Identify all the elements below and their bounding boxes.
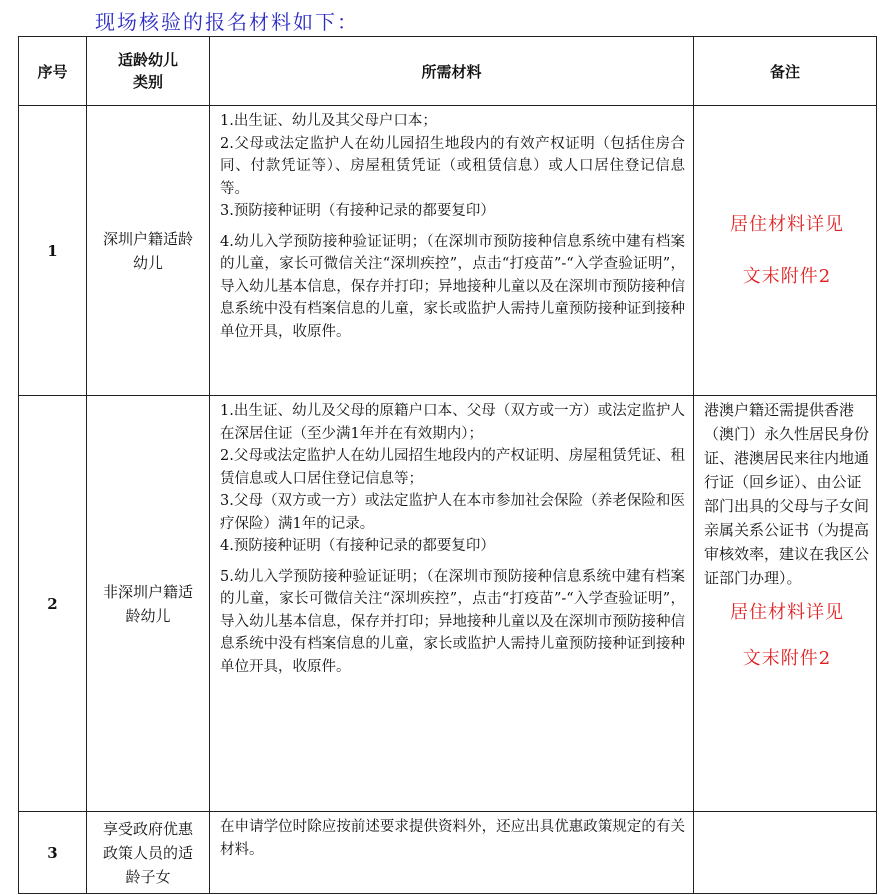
row-materials [210,396,694,812]
row-materials [210,812,694,894]
material-item: 3.父母（双方或一方）或法定监护人在本市参加社会保险（养老保险和医疗保险）满1年的记录。 [220,493,685,532]
table-row [19,812,877,894]
header-notes: 备注 [694,37,877,106]
material-item: 在申请学位时除应按前述要求提供资料外，还应出具优惠政策规定的有关材料。 [220,819,685,858]
material-item: 4.幼儿入学预防接种验证证明；（在深圳市预防接种信息系统中建有档案的儿童，家长可微信关注“深圳疾控”，点击“打疫苗”-“入学查验证明”，导入幼儿基本信息，保存并打印；异地接种儿童以及在深圳市预防接种信息系统中没有档案信息的儿童，家长或监护人需持儿童预防接种证到接种单位开具，收原件。 [220,233,685,340]
header-category-line2: 类别 [132,73,163,91]
registration-materials-table [18,36,877,894]
row-note-empty [694,812,877,894]
note-red-line2: 文末附件2 [742,648,832,669]
material-item: 1.出生证、幼儿及父母的原籍户口本、父母（双方或一方）或法定监护人在深居住证（至少满1年并在有效期内）； [220,403,685,442]
note-text: 港澳户籍还需提供香港（澳门）永久性居民身份证、港澳居民来往内地通行证（回乡证）、由公证部门出具的父母与子女间亲属关系公证书（为提高审核效率，建议在我区公证部门办理）。 [704,401,870,587]
table-row [19,106,877,396]
header-no: 序号 [19,37,87,106]
row-no: 1 [19,106,87,396]
row-no: 2 [19,396,87,812]
material-item: 3.预防接种证明（有接种记录的都要复印） [220,203,495,219]
material-item: 2.父母或法定监护人在幼儿园招生地段内的有效产权证明（包括住房合同、付款凭证等）、房屋租赁凭证（或租赁信息）或人口居住登记信息等。 [220,135,685,197]
material-item: 4.预防接种证明（有接种记录的都要复印） [220,538,495,554]
row-category: 享受政府优惠政策人员的适龄子女 [87,812,210,894]
row-category: 深圳户籍适龄幼儿 [87,106,210,396]
row-no: 3 [19,812,87,894]
row-note [694,396,877,812]
material-item: 2.父母或法定监护人在幼儿园招生地段内的产权证明、房屋租赁凭证、租赁信息或人口居住登记信息等； [220,448,685,487]
row-category: 非深圳户籍适龄幼儿 [87,396,210,812]
material-item: 1.出生证、幼儿及其父母户口本； [220,113,437,129]
note-red-line1: 居住材料详见 [730,213,844,235]
header-category [87,37,210,106]
row-materials [210,106,694,396]
header-category-line1: 适龄幼儿 [117,51,178,69]
note-red-line1: 居住材料详见 [730,602,844,623]
row-note [694,106,877,396]
material-item: 5.幼儿入学预防接种验证证明；（在深圳市预防接种信息系统中建有档案的儿童，家长可微信关注“深圳疾控”，点击“打疫苗”-“入学查验证明”，导入幼儿基本信息，保存并打印；异地接种儿童以及在深圳市预防接种信息系统中没有档案信息的儿童，家长或监护人需持儿童预防接种证到接种单位开具，收原件。 [220,568,685,675]
table-row [19,396,877,812]
header-materials: 所需材料 [210,37,694,106]
page-heading: 现场核验的报名材料如下： [95,10,359,34]
note-red-line2: 文末附件2 [742,265,832,287]
table-header-row [19,37,877,106]
